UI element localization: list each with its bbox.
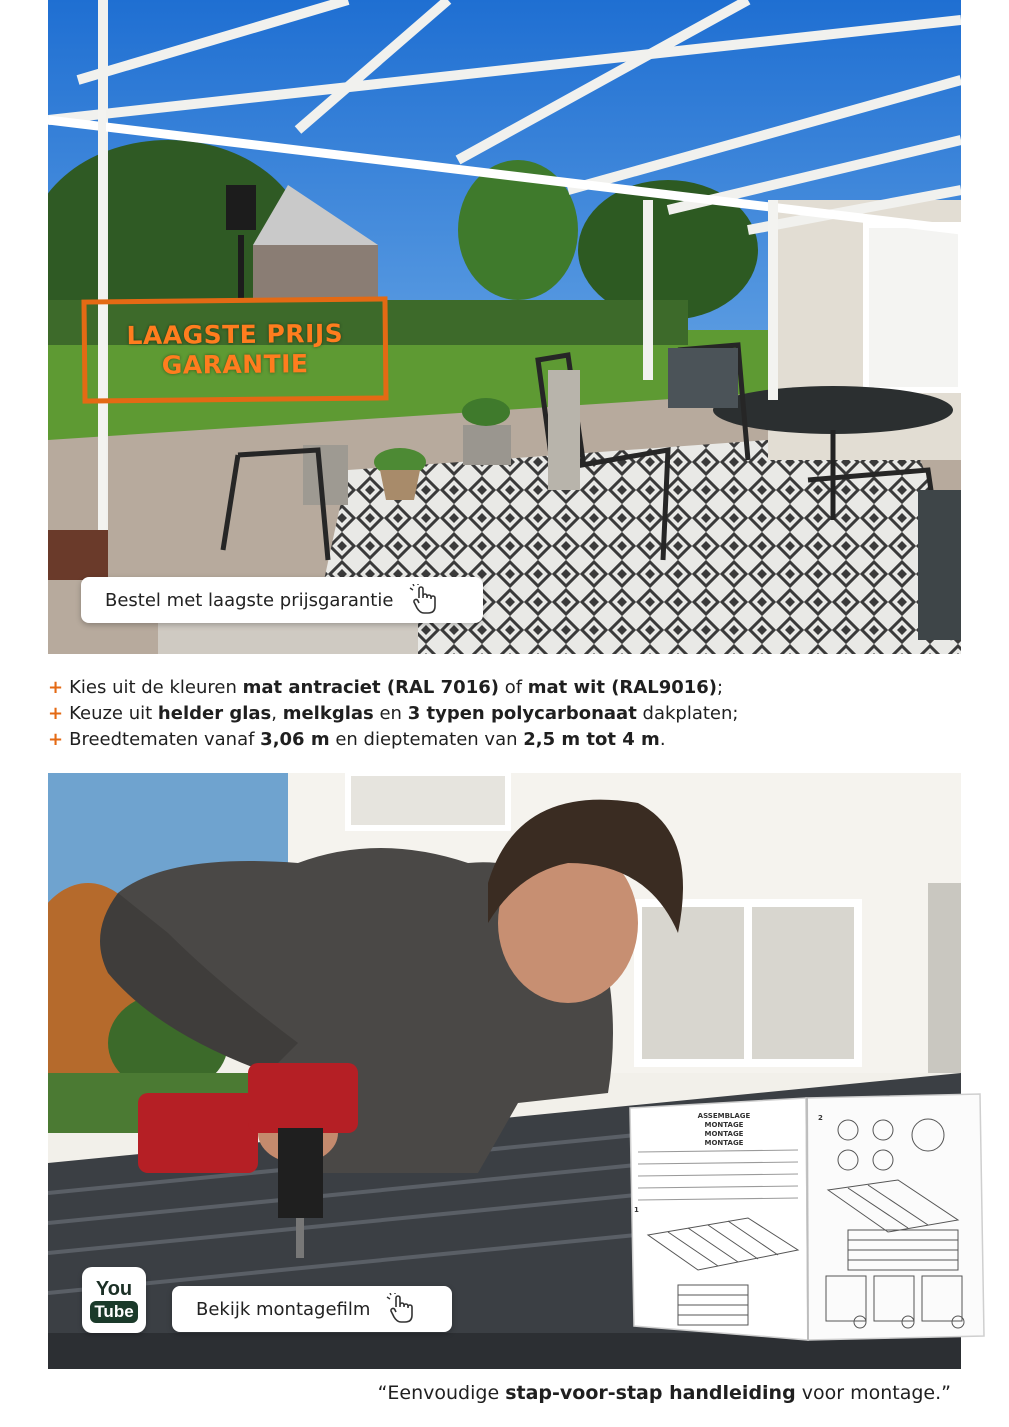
feature-text: Kies uit de kleuren bbox=[69, 677, 243, 698]
youtube-tube-text: Tube bbox=[90, 1301, 137, 1323]
stamp-line-2: GARANTIE bbox=[161, 349, 309, 380]
feature-text: . bbox=[659, 729, 666, 750]
feature-text: en dieptematen van bbox=[329, 729, 524, 750]
feature-item bbox=[48, 727, 961, 753]
manual-step-2: 2 bbox=[818, 1114, 823, 1122]
feature-bold: helder glas bbox=[157, 703, 272, 724]
feature-item bbox=[48, 701, 961, 727]
manual-heading-4: MONTAGE bbox=[704, 1139, 744, 1147]
caption-text-start: “Eenvoudige bbox=[377, 1382, 506, 1404]
plus-marker: + bbox=[48, 677, 64, 698]
manual-caption bbox=[378, 1382, 951, 1404]
feature-bold: 3,06 m bbox=[260, 729, 330, 750]
caption-bold: stap-voor-stap handleiding bbox=[505, 1382, 796, 1404]
order-button-label: Bestel met laagste prijsgarantie bbox=[105, 589, 394, 611]
manual-heading-1: ASSEMBLAGE bbox=[697, 1112, 751, 1120]
feature-bold: mat wit (RAL9016) bbox=[527, 677, 718, 698]
watch-assembly-film-button[interactable] bbox=[172, 1286, 452, 1332]
feature-bold: mat antraciet (RAL 7016) bbox=[242, 677, 499, 698]
feature-bold: 3 typen polycarbonaat bbox=[407, 703, 637, 724]
film-button-label: Bekijk montagefilm bbox=[196, 1298, 371, 1320]
feature-text: dakplaten; bbox=[636, 703, 739, 724]
feature-text: , bbox=[271, 703, 283, 724]
feature-text: Keuze uit bbox=[69, 703, 158, 724]
assembly-manual-booklet bbox=[628, 1090, 986, 1352]
feature-item bbox=[48, 675, 961, 701]
feature-bold: melkglas bbox=[282, 703, 374, 724]
feature-bold: 2,5 m tot 4 m bbox=[523, 729, 660, 750]
youtube-logo[interactable] bbox=[82, 1267, 146, 1333]
youtube-you-text: You bbox=[95, 1277, 133, 1300]
feature-list bbox=[48, 675, 961, 753]
feature-text: Breedtematen vanaf bbox=[69, 729, 261, 750]
stamp-line-1: LAAGSTE PRIJS bbox=[126, 318, 344, 351]
caption-text-end: voor montage.” bbox=[795, 1382, 951, 1404]
manual-step-1: 1 bbox=[634, 1206, 639, 1214]
manual-heading-2: MONTAGE bbox=[704, 1121, 744, 1129]
feature-text: en bbox=[373, 703, 408, 724]
order-lowest-price-button[interactable] bbox=[81, 577, 483, 623]
manual-heading-3: MONTAGE bbox=[704, 1130, 744, 1138]
feature-text: ; bbox=[717, 677, 724, 698]
plus-marker: + bbox=[48, 703, 64, 724]
plus-marker: + bbox=[48, 729, 64, 750]
pointing-hand-icon bbox=[386, 1293, 422, 1325]
pointing-hand-icon bbox=[409, 584, 445, 616]
lowest-price-guarantee-stamp bbox=[81, 296, 388, 403]
feature-text: of bbox=[498, 677, 528, 698]
